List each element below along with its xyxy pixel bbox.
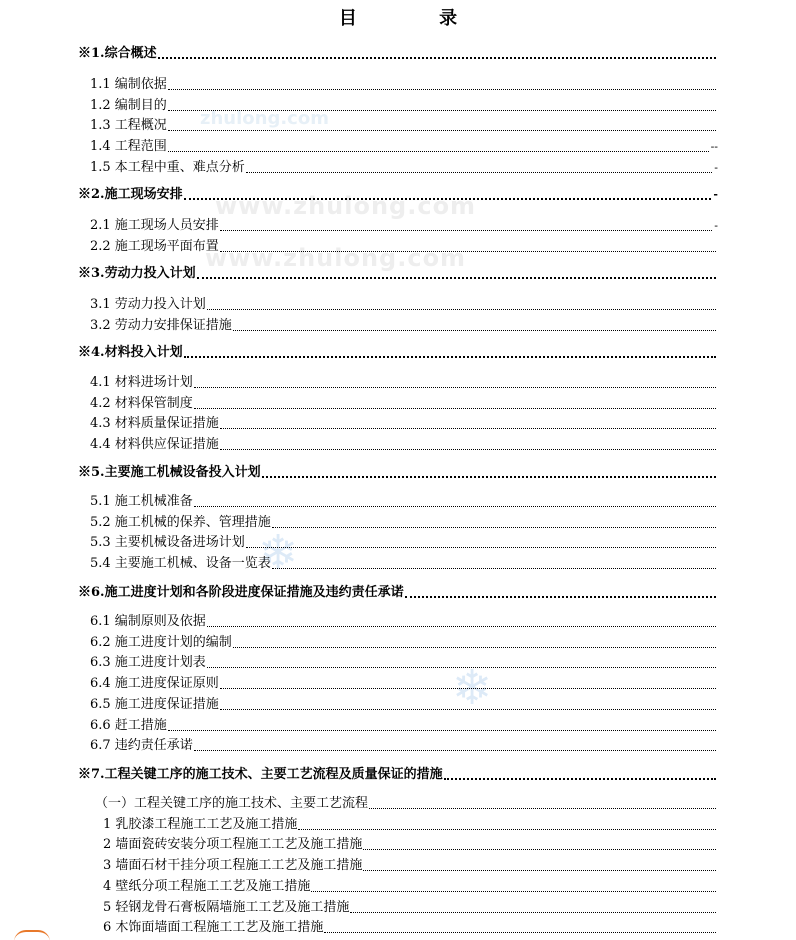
dot-leader [184,356,716,358]
toc-item[interactable] [103,877,718,895]
dot-leader [220,449,716,450]
toc-entry-label: ※7.工程关键工序的施工技术、主要工艺流程及质量保证的措施 [78,767,443,782]
toc-entry-label: 4.4 材料供应保证措施 [90,437,219,453]
toc-entry-label: ※5.主要施工机械设备投入计划 [78,465,261,480]
dot-leader [168,151,709,152]
toc-item[interactable] [103,898,718,916]
dot-leader [298,829,716,830]
watermark-text: www.zhulong.com [215,192,477,220]
toc-item[interactable] [90,435,718,453]
toc-entry-label: 3.2 劳动力安排保证措施 [90,317,232,333]
dot-leader [369,808,716,809]
brand-corner-icon [14,930,50,940]
toc-entry-label: 5.2 施工机械的保养、管理措施 [90,514,271,530]
toc-item[interactable] [90,554,718,572]
dot-leader [363,870,716,871]
toc-entry-label: 5.4 主要施工机械、设备一览表 [90,556,271,572]
toc-entry-label: 4 壁纸分项工程施工工艺及施工措施 [103,878,311,894]
toc-item[interactable] [90,716,718,734]
toc-item[interactable] [103,918,718,936]
toc-item[interactable] [90,736,718,754]
toc-entry-label: 2 墙面瓷砖安装分项工程施工工艺及施工措施 [103,837,363,853]
toc-entry-label: ※4.材料投入计划 [78,345,183,360]
toc-item[interactable] [90,137,718,155]
toc-item[interactable] [90,612,718,630]
dot-leader [207,309,716,310]
dot-leader [220,709,716,710]
dot-leader [194,387,716,388]
toc-item[interactable] [90,492,718,510]
dot-leader [246,547,716,548]
dot-leader [194,408,716,409]
toc-entry-label: ※1.综合概述 [78,46,157,61]
watermark-text: zhulong.com [200,108,329,129]
toc-entry-label: 6.2 施工进度计划的编制 [90,634,232,650]
toc-item[interactable] [90,373,718,391]
toc-entry-label: 1.5 本工程中重、难点分析 [90,159,245,175]
dot-leader [272,527,716,528]
toc-entry-label: 2.2 施工现场平面布置 [90,238,219,254]
toc-section-heading[interactable] [78,44,718,62]
toc-entry-label: 1.3 工程概况 [90,118,167,134]
snowflake-icon: ❄ [258,525,299,581]
page-title: 目 录 [338,8,496,29]
dot-leader [262,476,716,478]
dot-leader [184,198,712,200]
toc-entry-label: 5.3 主要机械设备进场计划 [90,535,245,551]
toc-item[interactable] [90,158,718,176]
toc-section-heading[interactable] [78,765,718,783]
toc-entry-label: 1.1 编制依据 [90,77,167,92]
dot-leader [220,428,716,429]
toc-item[interactable] [90,674,718,692]
toc-entry-label: 6 木饰面墙面工程施工工艺及施工措施 [103,920,324,936]
toc-entry-label: 6.1 编制原则及依据 [90,614,206,629]
dot-leader [168,89,716,90]
toc-entry-label: 6.4 施工进度保证原则 [90,676,219,692]
toc-entry-label: 6.3 施工进度计划表 [90,655,206,671]
toc-item[interactable] [90,295,718,313]
toc-entry-label: 5 轻钢龙骨石膏板隔墙施工工艺及施工措施 [103,899,350,915]
dot-leader [272,568,716,569]
dot-leader [220,230,712,231]
toc-item[interactable] [90,653,718,671]
dot-leader [158,57,716,59]
toc-item[interactable] [95,794,718,812]
toc-item[interactable] [90,96,718,114]
toc-page-number: - [714,160,718,174]
toc-item[interactable] [90,116,718,134]
toc-item[interactable] [90,316,718,334]
dot-leader [233,647,716,648]
toc-item[interactable] [90,633,718,651]
toc-item[interactable] [103,856,718,874]
dot-leader [405,596,716,598]
toc-entry-label: ※2.施工现场安排 [78,187,183,202]
toc-entry-label: 6.6 赶工措施 [90,717,167,733]
toc-section-heading[interactable] [78,343,718,361]
toc-entry-label: ※3.劳动力投入计划 [78,266,196,281]
toc-entry-label: （一）工程关键工序的施工技术、主要工艺流程 [95,796,369,811]
dot-leader [444,778,716,780]
toc-section-heading[interactable] [78,185,718,203]
toc-item[interactable] [90,394,718,412]
toc-entry-label: 6.5 施工进度保证措施 [90,696,219,712]
toc-entry-label: 3.1 劳动力投入计划 [90,297,206,312]
toc-page-number: -- [710,140,718,154]
dot-leader [220,251,716,252]
dot-leader [168,110,716,111]
toc-section-heading[interactable] [78,583,718,601]
toc-item[interactable] [90,695,718,713]
toc-item[interactable] [103,835,718,853]
dot-leader [233,330,716,331]
toc-item[interactable] [90,414,718,432]
dot-leader [207,667,716,668]
toc-entry-label: 4.3 材料质量保证措施 [90,416,219,432]
toc-entry-label: 4.1 材料进场计划 [90,375,193,390]
toc-item[interactable] [103,815,718,833]
dot-leader [168,130,716,131]
dot-leader [194,506,716,507]
dot-leader [350,912,716,913]
watermark-text: www.zhulong.com [205,244,467,272]
dot-leader [311,891,716,892]
dot-leader [207,626,716,627]
toc-item[interactable] [90,513,718,531]
toc-section-heading[interactable] [78,264,718,282]
toc-entry-label: 1.4 工程范围 [90,139,167,155]
toc-page-number: - [714,219,718,232]
toc-item[interactable] [90,216,718,234]
toc-entry-label: 4.2 材料保管制度 [90,395,193,411]
toc-page-number: - [713,188,718,201]
toc-entry-label: 5.1 施工机械准备 [90,494,193,509]
dot-leader [168,730,716,731]
toc-section-heading[interactable] [78,463,718,481]
toc-item[interactable] [90,533,718,551]
toc-entry-label: 2.1 施工现场人员安排 [90,218,219,233]
toc-entry-label: 6.7 违约责任承诺 [90,738,193,754]
snowflake-icon: ❄ [452,660,493,716]
dot-leader [246,172,712,173]
dot-leader [194,750,716,751]
toc-entry-label: 1.2 编制目的 [90,97,167,113]
dot-leader [197,277,716,279]
toc-item[interactable] [90,75,718,93]
toc-item[interactable] [90,237,718,255]
toc-entry-label: ※6.施工进度计划和各阶段进度保证措施及违约责任承诺 [78,585,404,600]
dot-leader [220,688,716,689]
dot-leader [363,849,716,850]
toc-entry-label: 3 墙面石材干挂分项工程施工工艺及施工措施 [103,858,363,874]
toc-entry-label: 1 乳胶漆工程施工工艺及施工措施 [103,816,298,832]
dot-leader [324,932,716,933]
